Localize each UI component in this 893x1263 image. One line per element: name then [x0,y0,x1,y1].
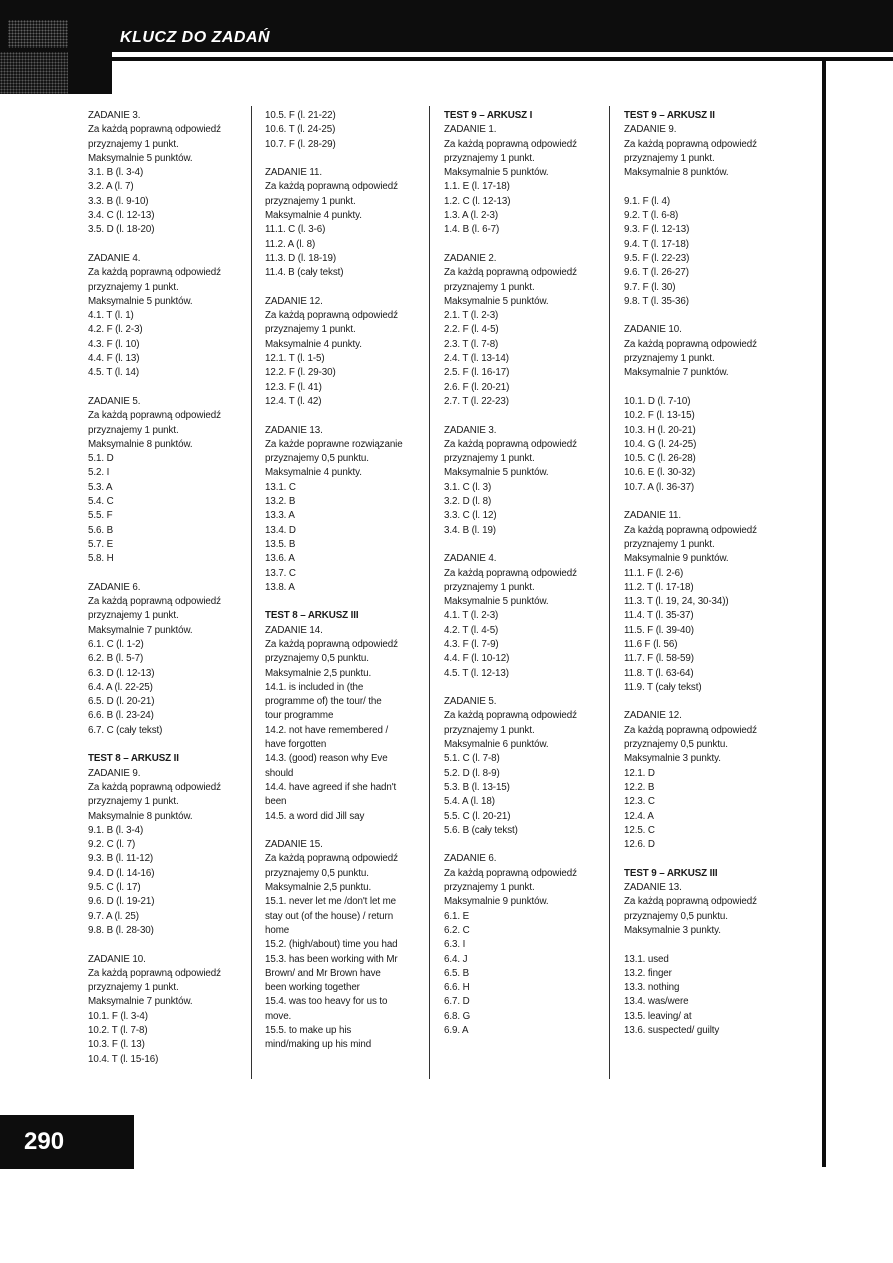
answer-line: 12.5. C [624,824,655,836]
answer-line: 13.1. C [265,481,296,493]
answer-column-1 [88,109,258,1081]
answer-line: tour programme [265,710,334,722]
answer-line: Za każdą poprawną odpowiedź [624,724,757,736]
answer-line: Za każdą poprawną odpowiedź [88,410,221,422]
answer-line: Za każdą poprawną odpowiedź [88,124,221,136]
answer-section [624,195,794,309]
answer-column-3 [444,109,614,1053]
answer-line: 3.4. B (l. 19) [444,524,496,536]
answer-line: 4.1. T (l. 1) [88,310,134,322]
answer-line: 13.5. B [265,538,296,550]
answer-line: 10.6. T (l. 24-25) [265,124,336,136]
task-title: ZADANIE 9. [624,124,677,136]
answer-line: 6.5. B [444,967,469,979]
answer-section [88,395,258,567]
answer-line: przyznajemy 0,5 punktu. [265,453,369,465]
answer-line: 4.5. T (l. 14) [88,367,140,379]
answer-section [88,581,258,738]
answer-section [88,953,258,1067]
answer-line: Maksymalnie 4 punkty. [265,338,362,350]
answer-line: 5.5. F [88,510,113,522]
answer-line: 4.1. T (l. 2-3) [444,610,499,622]
task-title: ZADANIE 15. [265,839,323,851]
answer-line: przyznajemy 1 punkt. [444,453,535,465]
answer-section [265,109,435,152]
answer-line: 6.8. G [444,1010,471,1022]
answer-section [444,852,614,1038]
answer-line: 10.1. F (l. 3-4) [88,1010,148,1022]
answer-section [624,953,794,1039]
answer-line: 6.7. C (cały tekst) [88,724,163,736]
right-margin-rule [822,61,826,1167]
answer-line: Za każdą poprawną odpowiedź [88,596,221,608]
answer-line: 11.1. F (l. 2-6) [624,567,684,579]
answer-line: 5.4. A (l. 18) [444,796,495,808]
answer-line: 12.1. T (l. 1-5) [265,353,325,365]
test-heading: TEST 9 – ARKUSZ I [444,110,533,121]
answer-line: Za każdą poprawną odpowiedź [88,781,221,793]
answer-line: 9.5. C (l. 17) [88,882,141,894]
answer-line: 14.5. a word did Jill say [265,810,365,822]
answer-line: 9.8. B (l. 28-30) [88,924,154,936]
answer-line: 15.4. was too heavy for us to [265,996,388,1008]
answer-line: 11.3. T (l. 19, 24, 30-34)) [624,596,729,608]
answer-line: Maksymalnie 6 punktów. [444,739,549,751]
answer-line: 3.2. A (l. 7) [88,181,134,193]
answer-line: 3.1. C (l. 3) [444,481,492,493]
answer-line: 11.2. T (l. 17-18) [624,581,694,593]
answer-line: 12.2. F (l. 29-30) [265,367,336,379]
answer-line: 6.2. B (l. 5-7) [88,653,144,665]
answer-line: 10.3. F (l. 13) [88,1039,145,1051]
answer-line: Maksymalnie 4 punkty. [265,467,362,479]
answer-line: 6.6. H [444,982,470,994]
answer-line: 10.4. T (l. 15-16) [88,1053,159,1065]
answer-line: 9.6. D (l. 19-21) [88,896,155,908]
answer-line: Za każdą poprawną odpowiedź [624,896,757,908]
answer-line: 4.2. T (l. 4-5) [444,624,499,636]
answer-line: 15.5. to make up his [265,1025,352,1036]
answer-line: 5.6. B [88,524,113,536]
answer-line: 2.5. F (l. 16-17) [444,367,510,379]
answer-line: 2.6. F (l. 20-21) [444,381,510,393]
answer-line: 5.3. B (l. 13-15) [444,781,510,793]
test-heading: TEST 9 – ARKUSZ II [624,110,715,121]
answer-line: 9.7. F (l. 30) [624,281,676,293]
page-title: KLUCZ DO ZADAŃ [120,29,271,46]
answer-section [624,509,794,695]
header-tab-block [68,32,112,94]
answer-section [265,838,435,1052]
answer-line: have forgotten [265,739,327,751]
task-title: ZADANIE 4. [444,553,497,565]
answer-line: 3.3. C (l. 12) [444,510,497,522]
answer-section [88,252,258,381]
test-heading: TEST 8 – ARKUSZ II [88,753,179,765]
task-title: ZADANIE 6. [444,853,497,865]
answer-line: Za każdą poprawną odpowiedź [624,524,757,536]
answer-line: Za każdą poprawną odpowiedź [265,310,398,322]
answer-line: 6.9. A [444,1025,469,1036]
answer-line: 4.3. F (l. 10) [88,338,140,350]
answer-line: 11.6 F (l. 56) [624,638,678,650]
answer-line: 2.3. T (l. 7-8) [444,338,499,350]
task-title: ZADANIE 6. [88,581,141,593]
answer-line: 9.4. T (l. 17-18) [624,238,689,250]
answer-line: 13.7. C [265,567,296,579]
task-title: ZADANIE 13. [624,882,682,894]
answer-line: Maksymalnie 5 punktów. [444,596,549,608]
answer-line: 9.1. B (l. 3-4) [88,824,144,836]
answer-line: 12.4. A [624,810,654,822]
answer-line: should [265,767,294,779]
answer-section [624,867,794,938]
answer-line: 9.6. T (l. 26-27) [624,267,689,279]
answer-line: 9.3. F (l. 12-13) [624,224,690,236]
answer-line: 10.3. H (l. 20-21) [624,424,696,436]
answer-line: 3.3. B (l. 9-10) [88,195,149,207]
task-title: ZADANIE 4. [88,252,141,264]
answer-line: 3.1. B (l. 3-4) [88,167,144,179]
task-title: ZADANIE 14. [265,624,323,636]
answer-line: home [265,924,290,936]
answer-line: przyznajemy 0,5 punktu. [265,653,369,665]
answer-line: Za każde poprawne rozwiązanie [265,438,403,450]
answer-line: 13.2. finger [624,967,672,979]
answer-section [444,109,614,238]
answer-line: Maksymalnie 2,5 punktu. [265,882,372,894]
answer-line: been [265,796,287,808]
answer-line: 11.3. D (l. 18-19) [265,252,336,264]
answer-line: Za każdą poprawną odpowiedź [444,138,577,150]
answer-line: Za każdą poprawną odpowiedź [88,967,221,979]
answer-line: przyznajemy 0,5 punktu. [624,910,728,922]
answer-section [624,323,794,380]
task-title: ZADANIE 10. [88,953,146,965]
answer-line: przyznajemy 1 punkt. [444,581,535,593]
answer-line: 14.3. (good) reason why Eve [265,753,388,765]
answer-line: przyznajemy 1 punkt. [444,724,535,736]
answer-line: mind/making up his mind [265,1039,372,1051]
answer-line: 11.7. F (l. 58-59) [624,653,694,665]
task-title: ZADANIE 1. [444,124,497,136]
answer-line: 6.1. C (l. 1-2) [88,638,144,650]
answer-line: 3.2. D (l. 8) [444,496,492,508]
answer-line: Maksymalnie 8 punktów. [88,810,193,822]
answer-line: 12.4. T (l. 42) [265,395,322,407]
task-title: ZADANIE 11. [624,510,681,522]
answer-line: 2.4. T (l. 13-14) [444,353,509,365]
answer-line: 9.1. F (l. 4) [624,195,671,207]
answer-line: 9.2. T (l. 6-8) [624,210,679,222]
answer-line: 5.4. C [88,496,114,508]
answer-line: 1.4. B (l. 6-7) [444,224,500,236]
answer-line: 13.8. A [265,581,295,593]
answer-line: przyznajemy 1 punkt. [624,538,715,550]
answer-line: 11.2. A (l. 8) [265,238,316,250]
page-number: 290 [24,1128,65,1155]
answer-line: 3.5. D (l. 18-20) [88,224,155,236]
answer-line: 5.8. H [88,553,114,565]
answer-line: 10.7. A (l. 36-37) [624,481,695,493]
answer-line: 5.5. C (l. 20-21) [444,810,511,822]
test-heading: TEST 9 – ARKUSZ III [624,867,718,879]
answer-line: Maksymalnie 9 punktów. [624,553,729,565]
task-title: ZADANIE 12. [265,295,323,307]
answer-section [265,609,435,823]
answer-line: 10.5. C (l. 26-28) [624,453,696,465]
answer-line: 14.1. is included in (the [265,681,364,693]
answer-line: 10.7. F (l. 28-29) [265,138,336,150]
answer-line: 13.3. nothing [624,982,680,994]
answer-line: 5.6. B (cały tekst) [444,824,518,836]
header-corner-block [0,52,68,94]
answer-line: 13.4. D [265,524,296,536]
answer-line: 5.3. A [88,481,113,493]
answer-section [624,709,794,852]
answer-line: 9.7. A (l. 25) [88,910,139,922]
task-title: ZADANIE 3. [88,110,141,121]
answer-line: 13.6. A [265,553,295,565]
answer-line: 9.3. B (l. 11-12) [88,853,154,865]
answer-line: been working together [265,982,360,994]
task-title: ZADANIE 5. [88,395,141,407]
answer-line: 15.2. (high/about) time you had [265,939,398,951]
answer-line: 5.2. I [88,467,110,479]
answer-line: Maksymalnie 5 punktów. [444,167,549,179]
answer-line: 6.6. B (l. 23-24) [88,710,154,722]
answer-line: 1.3. A (l. 2-3) [444,210,499,222]
answer-line: Za każdą poprawną odpowiedź [265,638,398,650]
answer-section [88,752,258,938]
answer-line: Maksymalnie 5 punktów. [88,152,193,164]
answer-line: Za każdą poprawną odpowiedź [444,567,577,579]
task-title: ZADANIE 2. [444,252,497,264]
answer-line: przyznajemy 0,5 punktu. [265,867,369,879]
answer-line: Maksymalnie 7 punktów. [624,367,729,379]
answer-line: 10.2. F (l. 13-15) [624,410,695,422]
answer-line: 13.3. A [265,510,295,522]
answer-line: Za każdą poprawną odpowiedź [444,267,577,279]
answer-line: przyznajemy 1 punkt. [444,281,535,293]
answer-line: 4.4. F (l. 13) [88,353,140,365]
task-title: ZADANIE 10. [624,324,682,336]
answer-line: 11.9. T (cały tekst) [624,681,702,693]
answer-line: Za każdą poprawną odpowiedź [444,867,577,879]
answer-line: Maksymalnie 5 punktów. [444,295,549,307]
answer-line: Maksymalnie 5 punktów. [444,467,549,479]
answer-line: 2.1. T (l. 2-3) [444,310,499,322]
answer-line: 9.4. D (l. 14-16) [88,867,155,879]
answer-line: stay out (of the house) / return [265,910,394,922]
answer-line: 13.1. used [624,953,669,965]
answer-line: 9.8. T (l. 35-36) [624,295,689,307]
task-title: ZADANIE 11. [265,167,322,179]
answer-section [624,109,794,180]
answer-line: 2.7. T (l. 22-23) [444,395,509,407]
answer-line: Za każdą poprawną odpowiedź [265,181,398,193]
answer-line: 12.6. D [624,839,655,851]
answer-line: 4.4. F (l. 10-12) [444,653,510,665]
answer-section [265,424,435,596]
answer-line: 12.3. C [624,796,655,808]
answer-line: Maksymalnie 7 punktów. [88,624,193,636]
task-title: ZADANIE 5. [444,696,497,708]
answer-line: 5.1. C (l. 7-8) [444,753,500,765]
header-rule [112,57,893,61]
answer-line: 6.7. D [444,996,470,1008]
answer-line: 6.1. E [444,910,469,922]
answer-line: 6.5. D (l. 20-21) [88,696,155,708]
answer-line: przyznajemy 1 punkt. [265,195,356,207]
answer-line: przyznajemy 1 punkt. [88,138,179,150]
answer-line: Za każdą poprawną odpowiedź [88,267,221,279]
answer-section [265,166,435,280]
answer-section [444,695,614,838]
page-number-box [0,1115,134,1169]
answer-line: 14.4. have agreed if she hadn't [265,781,397,793]
answer-line: 11.8. T (l. 63-64) [624,667,694,679]
answer-line: 13.5. leaving/ at [624,1010,692,1022]
answer-line: 1.2. C (l. 12-13) [444,195,511,207]
answer-line: Za każdą poprawną odpowiedź [624,338,757,350]
answer-line: 10.2. T (l. 7-8) [88,1025,148,1036]
answer-line: 6.3. D (l. 12-13) [88,667,155,679]
task-title: ZADANIE 12. [624,710,682,722]
test-heading: TEST 8 – ARKUSZ III [265,610,359,622]
answer-line: 11.4. B (cały tekst) [265,267,344,279]
answer-line: 15.3. has been working with Mr [265,953,398,965]
task-title: ZADANIE 13. [265,424,323,436]
answer-line: 5.2. D (l. 8-9) [444,767,500,779]
answer-line: przyznajemy 1 punkt. [88,281,179,293]
answer-section [88,109,258,238]
answer-line: 11.4. T (l. 35-37) [624,610,694,622]
answer-section [624,395,794,495]
answer-line: Maksymalnie 9 punktów. [444,896,549,908]
answer-line: 12.3. F (l. 41) [265,381,322,393]
answer-line: 10.6. E (l. 30-32) [624,467,696,479]
answer-line: Za każdą poprawną odpowiedź [624,138,757,150]
answer-line: 6.3. I [444,939,466,951]
answer-line: 12.2. B [624,781,655,793]
answer-line: 9.2. C (l. 7) [88,839,136,851]
answer-line: 6.2. C [444,924,470,936]
answer-line: 13.2. B [265,496,296,508]
answer-line: 4.5. T (l. 12-13) [444,667,509,679]
answer-line: Maksymalnie 8 punktów. [624,167,729,179]
answer-line: Maksymalnie 3 punkty. [624,753,721,765]
answer-section [444,252,614,409]
answer-column-4 [624,109,794,1053]
answer-section [265,295,435,409]
answer-line: 10.5. F (l. 21-22) [265,110,336,121]
answer-line: 11.1. C (l. 3-6) [265,224,326,236]
answer-line: 5.1. D [88,453,114,465]
answer-line: 12.1. D [624,767,655,779]
header-dot-pattern [8,20,68,48]
answer-line: Maksymalnie 7 punktów. [88,996,193,1008]
answer-line: 14.2. not have remembered / [265,724,389,736]
answer-line: 5.7. E [88,538,113,550]
task-title: ZADANIE 9. [88,767,141,779]
answer-line: 13.6. suspected/ guilty [624,1025,720,1036]
answer-line: przyznajemy 1 punkt. [265,324,356,336]
task-title: ZADANIE 3. [444,424,497,436]
answer-line: przyznajemy 1 punkt. [444,882,535,894]
answer-line: przyznajemy 1 punkt. [88,424,179,436]
answer-line: 15.1. never let me /don't let me [265,896,397,908]
answer-line: 3.4. C (l. 12-13) [88,210,155,222]
answer-line: przyznajemy 1 punkt. [88,982,179,994]
answer-line: 11.5. F (l. 39-40) [624,624,694,636]
answer-line: Za każdą poprawną odpowiedź [444,710,577,722]
answer-line: programme of) the tour/ the [265,696,382,708]
answer-line: 4.2. F (l. 2-3) [88,324,143,336]
answer-line: Brown/ and Mr Brown have [265,967,381,979]
answer-line: 13.4. was/were [624,996,689,1008]
answer-line: Maksymalnie 2,5 punktu. [265,667,372,679]
answer-line: 10.4. G (l. 24-25) [624,438,697,450]
answer-line: 2.2. F (l. 4-5) [444,324,499,336]
answer-line: przyznajemy 1 punkt. [88,796,179,808]
answer-line: 6.4. J [444,953,468,965]
answer-line: przyznajemy 1 punkt. [624,353,715,365]
answer-line: move. [265,1010,292,1022]
answer-column-2 [265,109,435,1067]
answer-line: 1.1. E (l. 17-18) [444,181,510,193]
answer-line: 4.3. F (l. 7-9) [444,638,499,650]
answer-line: przyznajemy 1 punkt. [624,152,715,164]
answer-section [444,424,614,538]
answer-line: 9.5. F (l. 22-23) [624,252,690,264]
answer-line: 10.1. D (l. 7-10) [624,395,691,407]
answer-line: przyznajemy 1 punkt. [444,152,535,164]
answer-line: Maksymalnie 3 punkty. [624,924,721,936]
answer-line: Za każdą poprawną odpowiedź [265,853,398,865]
answer-line: Maksymalnie 5 punktów. [88,295,193,307]
answer-line: Za każdą poprawną odpowiedź [444,438,577,450]
answer-line: Maksymalnie 4 punkty. [265,210,362,222]
answer-line: przyznajemy 1 punkt. [88,610,179,622]
answer-line: Maksymalnie 8 punktów. [88,438,193,450]
answer-section [444,552,614,681]
answer-line: 6.4. A (l. 22-25) [88,681,153,693]
answer-line: przyznajemy 0,5 punktu. [624,739,728,751]
